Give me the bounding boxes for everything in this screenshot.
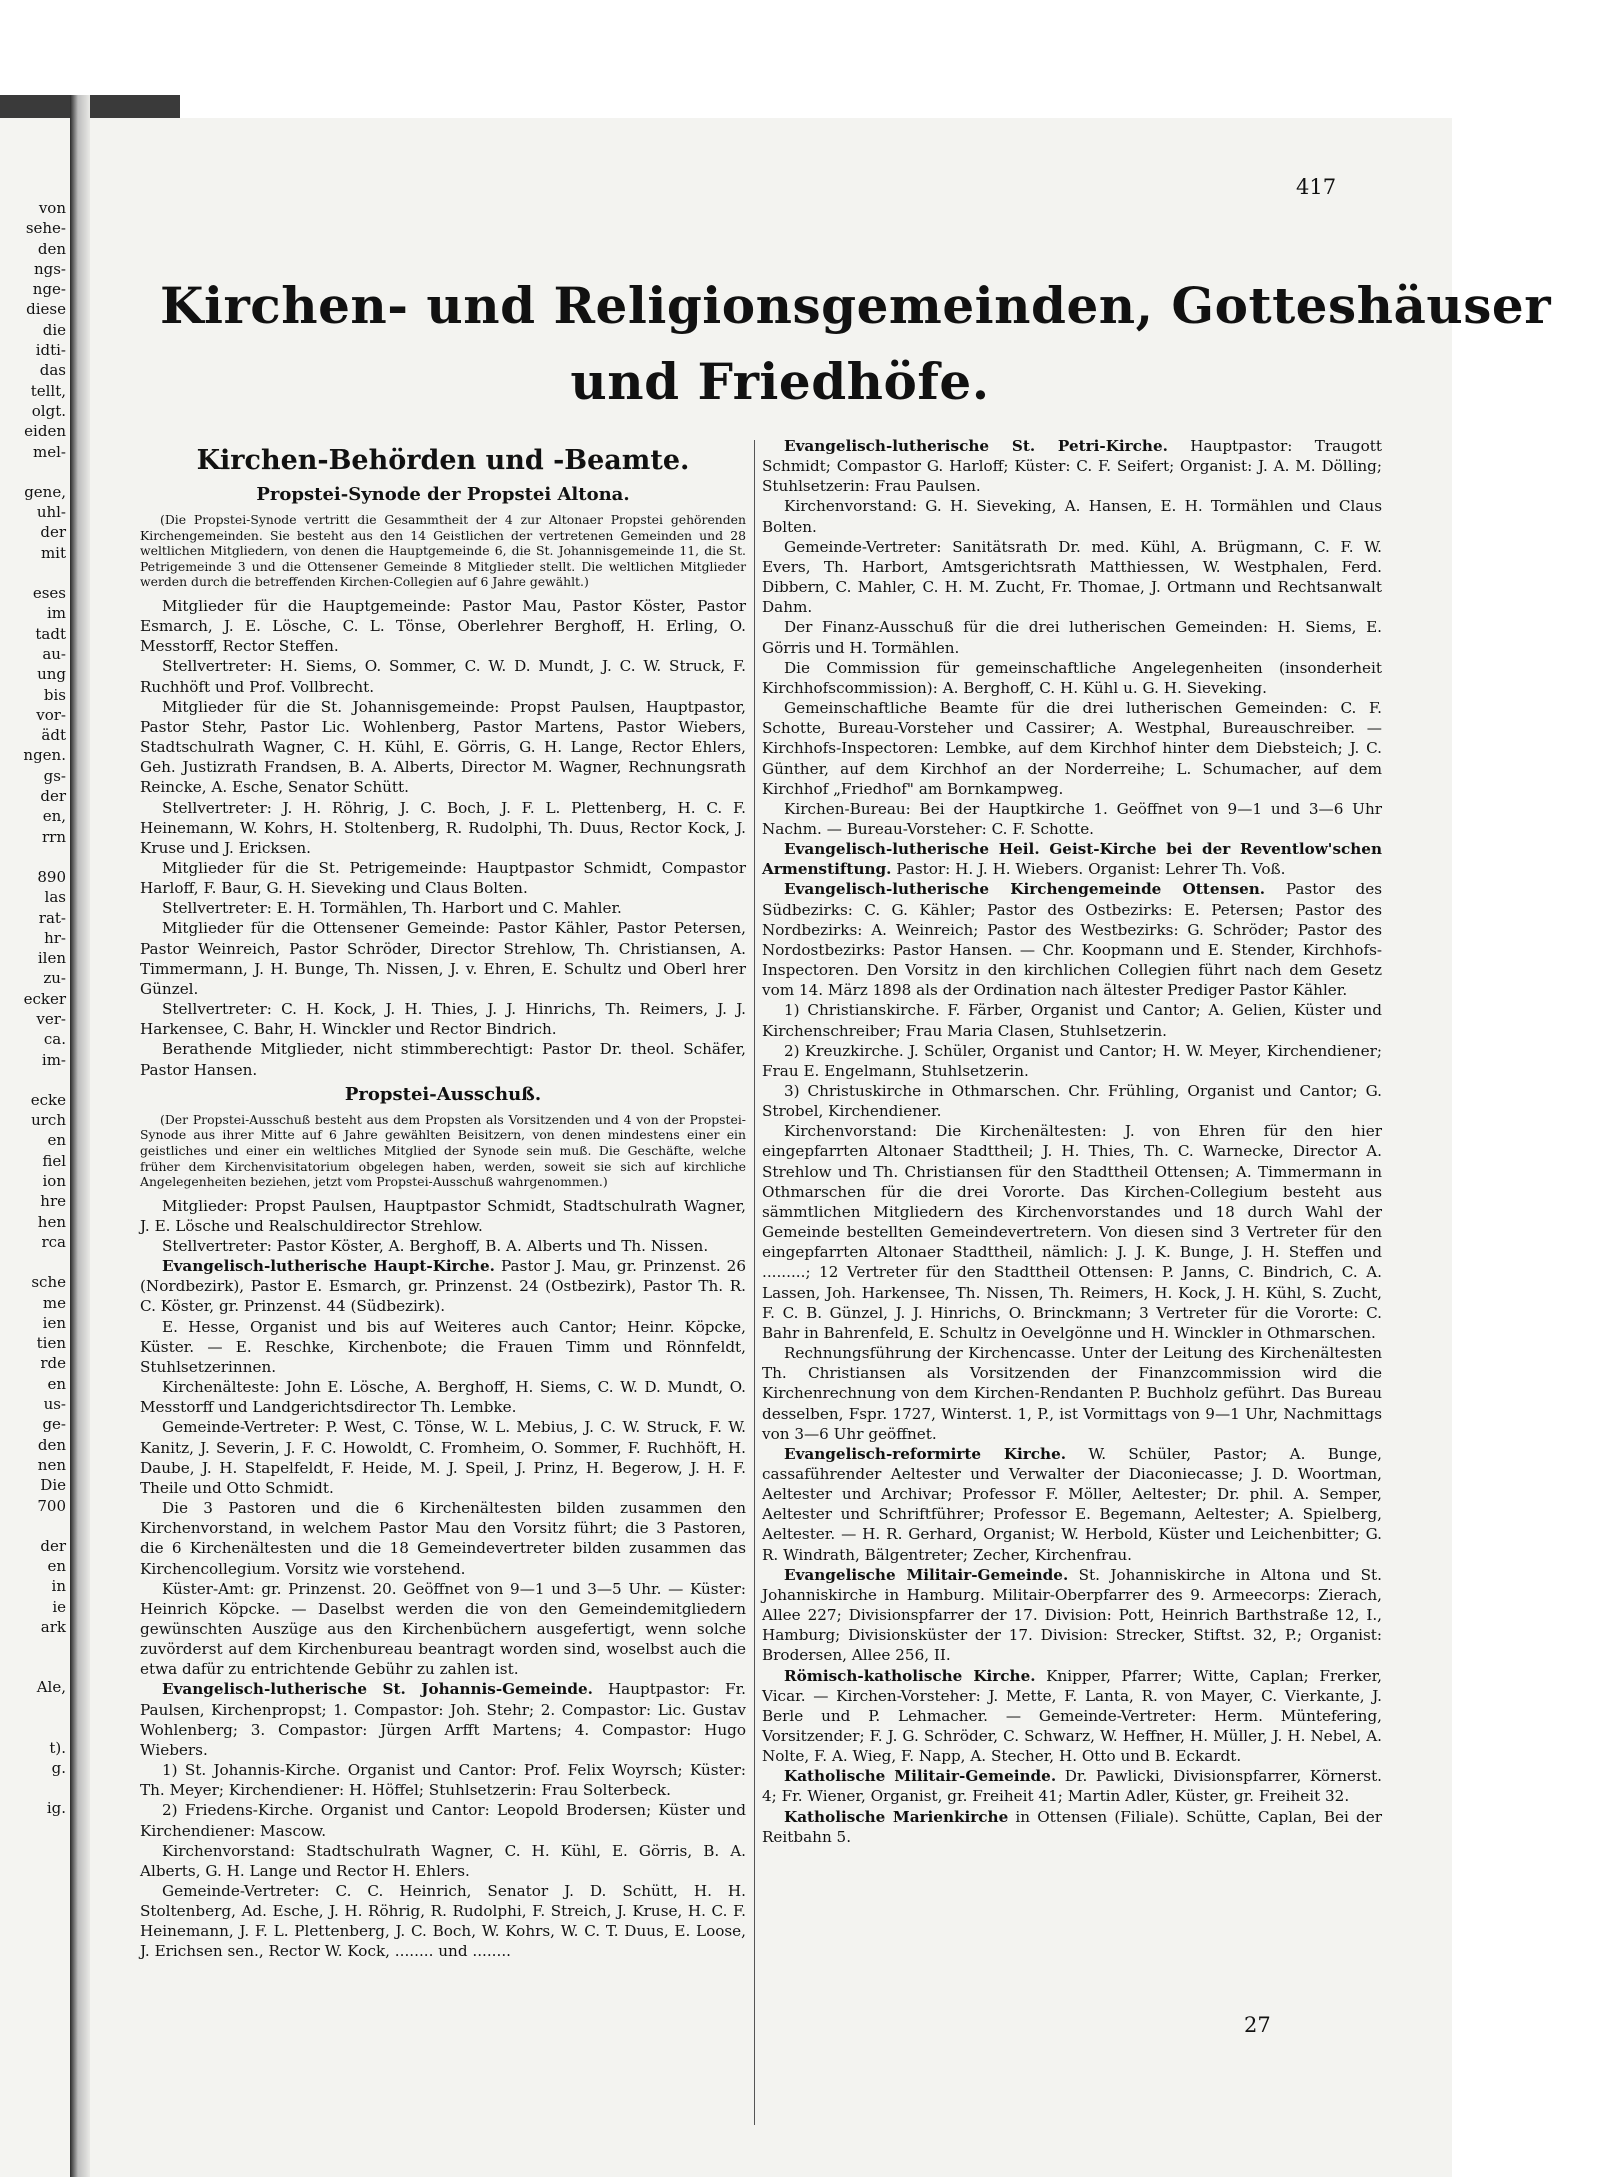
entry bbox=[140, 1256, 746, 1316]
ausschuss-note: (Der Propstei-Ausschuß besteht aus dem Propsten als Vorsitzenden und 4 von der Propstei-Synode aus ihrer Mitte auf 6 Jahre gewählten Beisitzern, von denen mindestens einer ein geistliches und einer ein weltliches Mitglied der Synode sein muß. Die Geschäfte, welche früher dem Kirchenvisitatorium obgelegen haben, werden, soweit sie sich auf kirchliche Angelegenheiten beziehen, jetzt vom Propstei-Ausschuß wahrgenommen.) bbox=[140, 1111, 746, 1190]
previous-page-fragment: hr- bbox=[44, 928, 66, 947]
entry bbox=[762, 1565, 1382, 1666]
previous-page-fragment: zu- bbox=[43, 969, 66, 988]
previous-page-fragment: olgt. bbox=[31, 401, 66, 420]
previous-page-fragment: ngs- bbox=[33, 259, 66, 278]
previous-page-fragment: me bbox=[42, 1293, 66, 1312]
previous-page-fragment: den bbox=[37, 1435, 66, 1454]
previous-page-fragment bbox=[4, 1252, 66, 1272]
previous-page-fragment bbox=[4, 1698, 66, 1718]
paragraph: Die 3 Pastoren und die 6 Kirchenältesten bilden zusammen den Kirchenvorstand, in welchem Pastor Mau den Vorsitz führt; die 3 Pastoren, die 6 Kirchenältesten und die 18 Gemeindevertreter bilden zusammen das Kirchencollegium. Vorsitz wie vorstehend. bbox=[140, 1499, 746, 1578]
previous-page-fragment: fiel bbox=[42, 1151, 66, 1170]
previous-page-fragment: ung bbox=[37, 665, 66, 684]
previous-page-fragment: ien bbox=[42, 1313, 66, 1332]
previous-page-fragment: rde bbox=[40, 1354, 66, 1373]
entry-heading: Evangelisch-lutherische St. Petri-Kirche. bbox=[784, 437, 1168, 455]
left-column bbox=[140, 436, 746, 1962]
previous-page-fragment bbox=[4, 1657, 66, 1677]
previous-page-fragment: rrn bbox=[41, 827, 66, 846]
previous-page-fragment: tien bbox=[36, 1334, 66, 1353]
previous-page-fragment: rca bbox=[41, 1232, 66, 1251]
previous-page-fragment: gs- bbox=[43, 766, 66, 785]
paragraph: 2) Kreuzkirche. J. Schüler, Organist und Cantor; H. W. Meyer, Kirchendiener; Frau E. Engelmann, Stuhlsetzerin. bbox=[762, 1041, 1382, 1080]
previous-page-fragment: das bbox=[39, 361, 66, 380]
previous-page-fragment: 700 bbox=[37, 1496, 66, 1515]
page-title bbox=[160, 268, 1552, 420]
previous-page-fragment: uhl- bbox=[36, 503, 66, 522]
paragraph: Kirchenvorstand: Stadtschulrath Wagner, C. H. Kühl, E. Görris, B. A. Alberts, G. H. Lange und Rector H. Ehlers. bbox=[140, 1841, 746, 1880]
paragraph: Der Finanz-Ausschuß für die drei lutherischen Gemeinden: H. Siems, E. Görris und H. Tormählen. bbox=[762, 618, 1382, 657]
previous-page-fragment: die bbox=[42, 320, 66, 339]
previous-page-fragment: hen bbox=[37, 1212, 66, 1231]
paragraph: Gemeinde-Vertreter: C. C. Heinrich, Senator J. D. Schütt, H. H. Stoltenberg, Ad. Esche, J. H. Röhrig, R. Rudolphi, F. Streich, J. Kruse, H. C. F. Heinemann, J. F. L. Plettenberg, J. C. Boch, W. Kohrs, W. C. T. Duus, E. Loose, J. Erichsen sen., Rector W. Kock, ........ und ........ bbox=[140, 1882, 746, 1961]
previous-page-fragment: ge- bbox=[42, 1415, 66, 1434]
entry bbox=[762, 839, 1382, 879]
previous-page-fragment: Die bbox=[40, 1476, 66, 1495]
section-heading: Kirchen-Behörden und -Beamte. bbox=[196, 445, 690, 476]
previous-page-fragment: mit bbox=[40, 543, 66, 562]
previous-page-fragment: en, bbox=[42, 807, 66, 826]
previous-page-fragment: ark bbox=[40, 1618, 66, 1636]
previous-page-fragment: sche bbox=[31, 1273, 66, 1292]
entry-text: Knipper, Pfarrer; Witte, Caplan; Frerker, Vicar. — Kirchen-Vorsteher: J. Mette, F. Lanta, R. von Mayer, C. Vierkante, J. Berle und P. Lehmacher. — Gemeinde-Vertreter: Herm. Müntefering, Vorsitzender; F. J. G. Schröder, C. Schwarz, W. Heffner, H. Müller, J. H. Nebel, A. Nolte, F. A. Wieg, F. Napp, A. Stecher, H. Otto und B. Eckardt. bbox=[762, 1666, 1383, 1766]
paragraph: Stellvertreter: J. H. Röhrig, J. C. Boch, J. F. L. Plettenberg, H. C. F. Heinemann, W. Kohrs, H. Stoltenberg, R. Rudolphi, Th. Duus, Rector Kock, J. Kruse und J. Ericksen. bbox=[140, 798, 746, 857]
previous-page-fragment: eiden bbox=[24, 422, 66, 441]
paragraph: Stellvertreter: C. H. Kock, J. H. Thies, J. J. Hinrichs, Th. Reimers, J. J. Harkensee, C. Bahr, H. Winckler und Rector Bindrich. bbox=[140, 1000, 746, 1039]
previous-page-fragment: vor- bbox=[36, 705, 66, 724]
synode-heading: Propstei-Synode der Propstei Altona. bbox=[256, 484, 630, 505]
previous-page-fragment: ig. bbox=[46, 1799, 66, 1818]
entry-heading: Evangelisch-reformirte Kirche. bbox=[784, 1444, 1067, 1463]
paragraph: Stellvertreter: H. Siems, O. Sommer, C. W. D. Mundt, J. C. W. Struck, F. Ruchhöft und Prof. Vollbrecht. bbox=[140, 657, 746, 696]
entry-text: St. Johanniskirche in Altona und St. Johanniskirche in Hamburg. Militair-Oberpfarrer des 9. Armeecorps: Zierach, Allee 227; Divisionspfarrer der 17. Division: Pott, Heinrich Barthstraße 12, I., Hamburg; Divisionsküster der 17. Division: Strecker, Stiftst. 32, P.; Organist: Brodersen, Allee 256, II. bbox=[762, 1565, 1382, 1665]
previous-page-fragment: Ale, bbox=[36, 1678, 66, 1697]
previous-page-fragment: gene, bbox=[24, 482, 66, 501]
page bbox=[90, 118, 1552, 2177]
previous-page-fragment: ädt bbox=[41, 726, 66, 745]
previous-page-fragment: im- bbox=[41, 1050, 66, 1069]
previous-page-fragment: in bbox=[51, 1577, 66, 1596]
previous-page-fragment bbox=[4, 1516, 66, 1536]
previous-page-fragment: en bbox=[47, 1374, 66, 1393]
previous-page-fragment: ngen. bbox=[23, 746, 66, 765]
previous-page-fragment: von bbox=[38, 199, 66, 217]
paragraph: Berathende Mitglieder, nicht stimmberechtigt: Pastor Dr. theol. Schäfer, Pastor Hansen. bbox=[140, 1040, 746, 1079]
entry bbox=[762, 1666, 1382, 1767]
entry bbox=[762, 1766, 1382, 1806]
entry bbox=[140, 1679, 746, 1760]
previous-page-fragment: mel- bbox=[33, 442, 66, 461]
synode-note: (Die Propstei-Synode vertritt die Gesammtheit der 4 zur Altonaer Propstei gehörenden Kirchengemeinden. Sie besteht aus den 14 Geistlichen der vertretenen Gemeinden und 28 weltlichen Mitgliedern, von denen die Hauptgemeinde 6, die St. Johannisgemeinde 11, die St. Petrigemeinde 3 und die Ottensener Gemeinde 8 Mitglieder stellt. Die weltlichen Mitglieder werden durch die betreffenden Kirchen-Collegien auf 6 Jahre gewählt.) bbox=[140, 512, 746, 590]
previous-page-fragment: im bbox=[46, 604, 66, 623]
previous-page-fragment: der bbox=[40, 1536, 66, 1555]
paragraph: Rechnungsführung der Kirchencasse. Unter der Leitung des Kirchenältesten Th. Christiansen als Vorsitzenden der Finanzcommission wird die Kirchenrechnung von dem Kirchen-Rendanten P. Buchholz geführt. Das Bureau desselben, Fspr. 1727, Winterst. 1, P., ist Vormittags von 9—1 Uhr, Nachmittags von 3—6 Uhr geöffnet. bbox=[762, 1344, 1382, 1443]
previous-page-fragment: der bbox=[40, 787, 66, 806]
signature-number: 27 bbox=[1244, 2013, 1271, 2037]
column-divider bbox=[754, 440, 755, 2125]
entry-heading: Römisch-katholische Kirche. bbox=[784, 1666, 1036, 1685]
paragraph: Gemeinde-Vertreter: P. West, C. Tönse, W. L. Mebius, J. C. W. Struck, F. W. Kanitz, J. Severin, J. F. C. Howoldt, C. Fromheim, O. Sommer, F. Ruchhöft, H. Daube, J. H. Stapelfeldt, F. Heide, M. J. Speil, J. Prinz, H. Begerow, J. H. F. Theile und Otto Schmidt. bbox=[140, 1418, 746, 1497]
entry-text: Hauptpastor: Traugott Schmidt; Compastor G. Harloff; Küster: C. F. Seifert; Organist: J. A. M. Dölling; Stuhlsetzerin: Frau Paulsen. bbox=[762, 437, 1382, 496]
previous-page-fragment: der bbox=[40, 523, 66, 542]
previous-page-fragment bbox=[4, 1778, 66, 1798]
entry-heading: Katholische Marienkirche bbox=[784, 1807, 1009, 1826]
previous-page-text bbox=[4, 198, 66, 1818]
previous-page-fragment bbox=[4, 847, 66, 867]
previous-page-fragment: ecke bbox=[30, 1090, 66, 1109]
entry-heading: Evangelisch-lutherische Haupt-Kirche. bbox=[162, 1257, 495, 1276]
previous-page-fragment: ie bbox=[52, 1597, 66, 1616]
paragraph: Küster-Amt: gr. Prinzenst. 20. Geöffnet von 9—1 und 3—5 Uhr. — Küster: Heinrich Köpcke. — Daselbst werden die von den Gemeindemitgliedern gewünschten Auszüge aus den Kirchenbüchern ausgefertigt, wenn solche zuvörderst auf dem Kirchenbureau beantragt worden sind, woselbst auch die etwa dafür zu entrichtende Gebühr zu zahlen ist. bbox=[140, 1579, 746, 1679]
previous-page-fragment bbox=[4, 1637, 66, 1657]
paragraph: Kirchenvorstand: G. H. Sieveking, A. Hansen, E. H. Tormählen und Claus Bolten. bbox=[762, 497, 1382, 536]
previous-page-fragment: g. bbox=[51, 1758, 66, 1777]
entry-text: Dr. Pawlicki, Divisionspfarrer, Körnerst. 4; Fr. Wiener, Organist, gr. Freiheit 41; Martin Adler, Küster, gr. Freiheit 32. bbox=[762, 1767, 1383, 1806]
previous-page-fragment: ecker bbox=[23, 989, 66, 1008]
paragraph: Kirchenvorstand: Die Kirchenältesten: J. von Ehren für den hier eingepfarrten Altonaer Stadttheil; J. H. Thies, Th. C. Warnecke, Director A. Strehlow und Th. Christiansen für den Stadttheil Ottensen; A. Timmermann in Othmarschen für die drei Vororte. Das Kirchen-Collegium besteht aus sämmtlichen Mitgliedern des Kirchenvorstandes und 18 durch Wahl der Gemeinde bestellten Gemeindevertretern. Von diesen sind 3 Vertreter für den eingepfarrten Altonaer Stadttheil, nämlich: J. J. K. Bunge, J. H. Steffen und .........; 12 Vertreter für den Stadttheil Ottensen: P. Janns, C. Bindrich, C. A. Lassen, Joh. Harkensee, Th. Nissen, Th. Reimers, H. Kock, J. H. Kühl, S. Zucht, F. C. B. Günzel, J. J. Hinrichs, O. Brinckmann; 3 Vertreter für die Vororte: C. Bahr in Bahrenfeld, E. Schultz in Oevelgönne und H. Winckler in Othmarschen. bbox=[762, 1122, 1382, 1342]
previous-page-fragment: ion bbox=[42, 1172, 66, 1191]
entry-heading: Evangelisch-lutherische St. Johannis-Gemeinde. bbox=[162, 1680, 593, 1699]
page-title-line-2: und Friedhöfe. bbox=[570, 352, 990, 411]
entry-text: Pastor: H. J. H. Wiebers. Organist: Lehrer Th. Voß. bbox=[896, 860, 1286, 879]
previous-page-fragment: diese bbox=[26, 300, 66, 319]
previous-page-fragment: rat- bbox=[38, 908, 66, 927]
previous-page-fragment: ver- bbox=[36, 1009, 66, 1028]
entry bbox=[762, 436, 1382, 496]
previous-page-fragment: nge- bbox=[32, 280, 66, 299]
entry-heading: Evangelisch-lutherische Kirchengemeinde Ottensen. bbox=[784, 880, 1266, 899]
entry-text: Hauptpastor: Fr. Paulsen, Kirchenpropst; 1. Compastor: Joh. Stehr; 2. Compastor: Lic. Gustav Wohlenberg; 3. Compastor: Jürgen Arfft Martens; 4. Compastor: Hugo Wiebers. bbox=[140, 1680, 747, 1759]
entry bbox=[762, 1807, 1382, 1847]
previous-page-fragment bbox=[4, 462, 66, 482]
paragraph: Die Commission für gemeinschaftliche Angelegenheiten (insonderheit Kirchhofscommission): A. Berghoff, C. H. Kühl u. G. H. Sieveking. bbox=[762, 658, 1382, 697]
paragraph: Mitglieder für die Hauptgemeinde: Pastor Mau, Pastor Köster, Pastor Esmarch, J. E. Lösche, C. L. Tönse, Oberlehrer Berghoff, H. Erling, O. Messtorff, Rector Steffen. bbox=[140, 596, 746, 656]
paragraph: 3) Christuskirche in Othmarschen. Chr. Frühling, Organist und Cantor; G. Strobel, Kirchendiener. bbox=[762, 1082, 1382, 1121]
previous-page-edge bbox=[0, 118, 70, 2177]
paragraph: Kirchenälteste: John E. Lösche, A. Berghoff, H. Siems, C. W. D. Mundt, O. Messtorff und Landgerichtsdirector Th. Lembke. bbox=[140, 1378, 746, 1417]
page-title-line-1: Kirchen- und Religionsgemeinden, Gotteshäuser bbox=[160, 276, 1552, 335]
entry bbox=[762, 879, 1382, 1000]
previous-page-fragment: hre bbox=[40, 1192, 66, 1211]
previous-page-fragment: nen bbox=[37, 1455, 66, 1474]
previous-page-fragment: tellt, bbox=[30, 381, 66, 400]
ausschuss-heading: Propstei-Ausschuß. bbox=[344, 1083, 542, 1105]
previous-page-fragment: sehe- bbox=[25, 219, 66, 238]
previous-page-fragment: en bbox=[47, 1557, 66, 1576]
previous-page-fragment bbox=[4, 1718, 66, 1738]
paragraph: 1) Christianskirche. F. Färber, Organist und Cantor; A. Gelien, Küster und Kirchenschreiber; Frau Maria Clasen, Stuhlsetzerin. bbox=[762, 1001, 1382, 1040]
previous-page-fragment: t). bbox=[49, 1738, 66, 1757]
paragraph: Mitglieder: Propst Paulsen, Hauptpastor Schmidt, Stadtschulrath Wagner, J. E. Lösche und Realschuldirector Strehlow. bbox=[140, 1196, 746, 1235]
paragraph: E. Hesse, Organist und bis auf Weiteres auch Cantor; Heinr. Köpcke, Küster. — E. Reschke, Kirchenbote; die Frauen Timm und Rönnfeldt, Stuhlsetzerinnen. bbox=[140, 1317, 746, 1376]
previous-page-fragment: urch bbox=[31, 1111, 66, 1130]
previous-page-fragment: ilen bbox=[37, 949, 66, 968]
entry-text: Pastor J. Mau, gr. Prinzenst. 26 (Nordbezirk), Pastor E. Esmarch, gr. Prinzenst. 24 (Ostbezirk), Pastor Th. R. C. Köster, gr. Prinzenst. 44 (Südbezirk). bbox=[140, 1257, 746, 1316]
previous-page-fragment: las bbox=[44, 888, 66, 907]
entry-heading: Evangelische Militair-Gemeinde. bbox=[784, 1565, 1069, 1584]
paragraph: Kirchen-Bureau: Bei der Hauptkirche 1. Geöffnet von 9—1 und 3—6 Uhr Nachm. — Bureau-Vorsteher: C. F. Schotte. bbox=[762, 799, 1382, 838]
previous-page-fragment bbox=[4, 1070, 66, 1090]
entry-text: W. Schüler, Pastor; A. Bunge, cassaführender Aeltester und Verwalter der Diaconiecasse; J. D. Woortman, Aeltester und Archivar; Professor F. Möller, Aeltester; Dr. phil. A. Semper, Aeltester und Schriftführer; Professor E. Begemann, Aeltester; A. Spielberg, Aeltester. — H. R. Gerhard, Organist; W. Herbold, Küster und Leichenbitter; G. R. Windrath, Bälgentreter; Zecher, Kirchenfrau. bbox=[762, 1444, 1382, 1564]
entry-heading: Katholische Militair-Gemeinde. bbox=[784, 1767, 1057, 1786]
previous-page-fragment: us- bbox=[43, 1395, 66, 1414]
entry-heading: Evangelisch-lutherische Heil. Geist-Kirche bei der Reventlow'schen Armenstiftung. bbox=[762, 840, 1382, 879]
entry-text: Pastor des Südbezirks: C. G. Kähler; Pastor des Ostbezirks: E. Petersen; Pastor des Nordbezirks: A. Weinreich; Pastor des Westbezirks: G. Schröder; Pastor des Nordostbezirks: Pastor Hansen. — Chr. Koopmann und E. Stender, Kirchhofs-Inspectoren. Den Vorsitz in den kirchlichen Collegien führt nach dem Gesetz vom 14. März 1898 als der Ordination nach ältester Prediger Pastor Kähler. bbox=[762, 880, 1382, 1000]
previous-page-fragment bbox=[4, 563, 66, 583]
paragraph: Mitglieder für die St. Johannisgemeinde: Propst Paulsen, Hauptpastor, Pastor Stehr, Pastor Lic. Wohlenberg, Pastor Martens, Pastor Wiebers, Stadtschulrath Wagner, C. H. Kühl, E. Görris, G. H. Lange, Rector Ehlers, Geh. Justizrath Frandsen, B. A. Alberts, Director M. Wagner, Rechnungsrath Reincke, A. Esche, Senator Schütt. bbox=[140, 697, 746, 797]
paragraph: Gemeinschaftliche Beamte für die drei lutherischen Gemeinden: C. F. Schotte, Bureau-Vorsteher und Cassirer; A. Westphal, Bureauschreiber. — Kirchhofs-Inspectoren: Lembke, auf dem Kirchhof hinter dem Diebsteich; J. C. Günther, auf dem Kirchhof an der Norderreihe; L. Schumacher, auf dem Kirchhof „Friedhof" am Bornkampweg. bbox=[762, 699, 1382, 798]
previous-page-fragment: au- bbox=[42, 644, 66, 663]
previous-page-fragment: bis bbox=[43, 685, 66, 704]
previous-page-fragment: tadt bbox=[35, 624, 66, 643]
entry-text: in Ottensen (Filiale). Schütte, Caplan, Bei der Reitbahn 5. bbox=[762, 1807, 1383, 1846]
paragraph: Stellvertreter: Pastor Köster, A. Berghoff, B. A. Alberts und Th. Nissen. bbox=[162, 1237, 709, 1255]
paragraph: Gemeinde-Vertreter: Sanitätsrath Dr. med. Kühl, A. Brügmann, C. F. W. Evers, Th. Harbort, Amtsgerichtsrath Matthiessen, W. Westphalen, Ferd. Dibbern, C. Mahler, C. H. M. Zucht, Fr. Thomae, J. Ortmann und Rechtsanwalt Dahm. bbox=[762, 537, 1382, 617]
previous-page-fragment: ca. bbox=[43, 1030, 66, 1049]
previous-page-fragment: 890 bbox=[37, 867, 66, 886]
previous-page-fragment: en bbox=[47, 1131, 66, 1150]
previous-page-fragment: den bbox=[37, 239, 66, 258]
right-column bbox=[762, 436, 1382, 1847]
book-spine bbox=[70, 95, 90, 2177]
paragraph: Mitglieder für die Ottensener Gemeinde: Pastor Kähler, Pastor Petersen, Pastor Weinreich, Pastor Schröder, Director Strehlow, Th. Christiansen, A. Timmermann, J. H. Bunge, Th. Nissen, J. v. Ehren, E. Schultz und Oberl hrer Günzel. bbox=[140, 919, 746, 998]
paragraph: Mitglieder für die St. Petrigemeinde: Hauptpastor Schmidt, Compastor Harloff, F. Baur, G. H. Sieveking und Claus Bolten. bbox=[140, 859, 746, 898]
entry bbox=[762, 1444, 1382, 1565]
paragraph: 2) Friedens-Kirche. Organist und Cantor: Leopold Brodersen; Küster und Kirchendiener: Mascow. bbox=[140, 1801, 746, 1840]
page-number: 417 bbox=[1296, 175, 1337, 199]
paragraph: Stellvertreter: E. H. Tormählen, Th. Harbort und C. Mahler. bbox=[162, 899, 622, 918]
paragraph: 1) St. Johannis-Kirche. Organist und Cantor: Prof. Felix Woyrsch; Küster: Th. Meyer; Kirchendiener: H. Höffel; Stuhlsetzerin: Frau Solterbeck. bbox=[140, 1761, 746, 1800]
previous-page-fragment: eses bbox=[32, 584, 66, 603]
previous-page-fragment: idti- bbox=[35, 341, 66, 360]
